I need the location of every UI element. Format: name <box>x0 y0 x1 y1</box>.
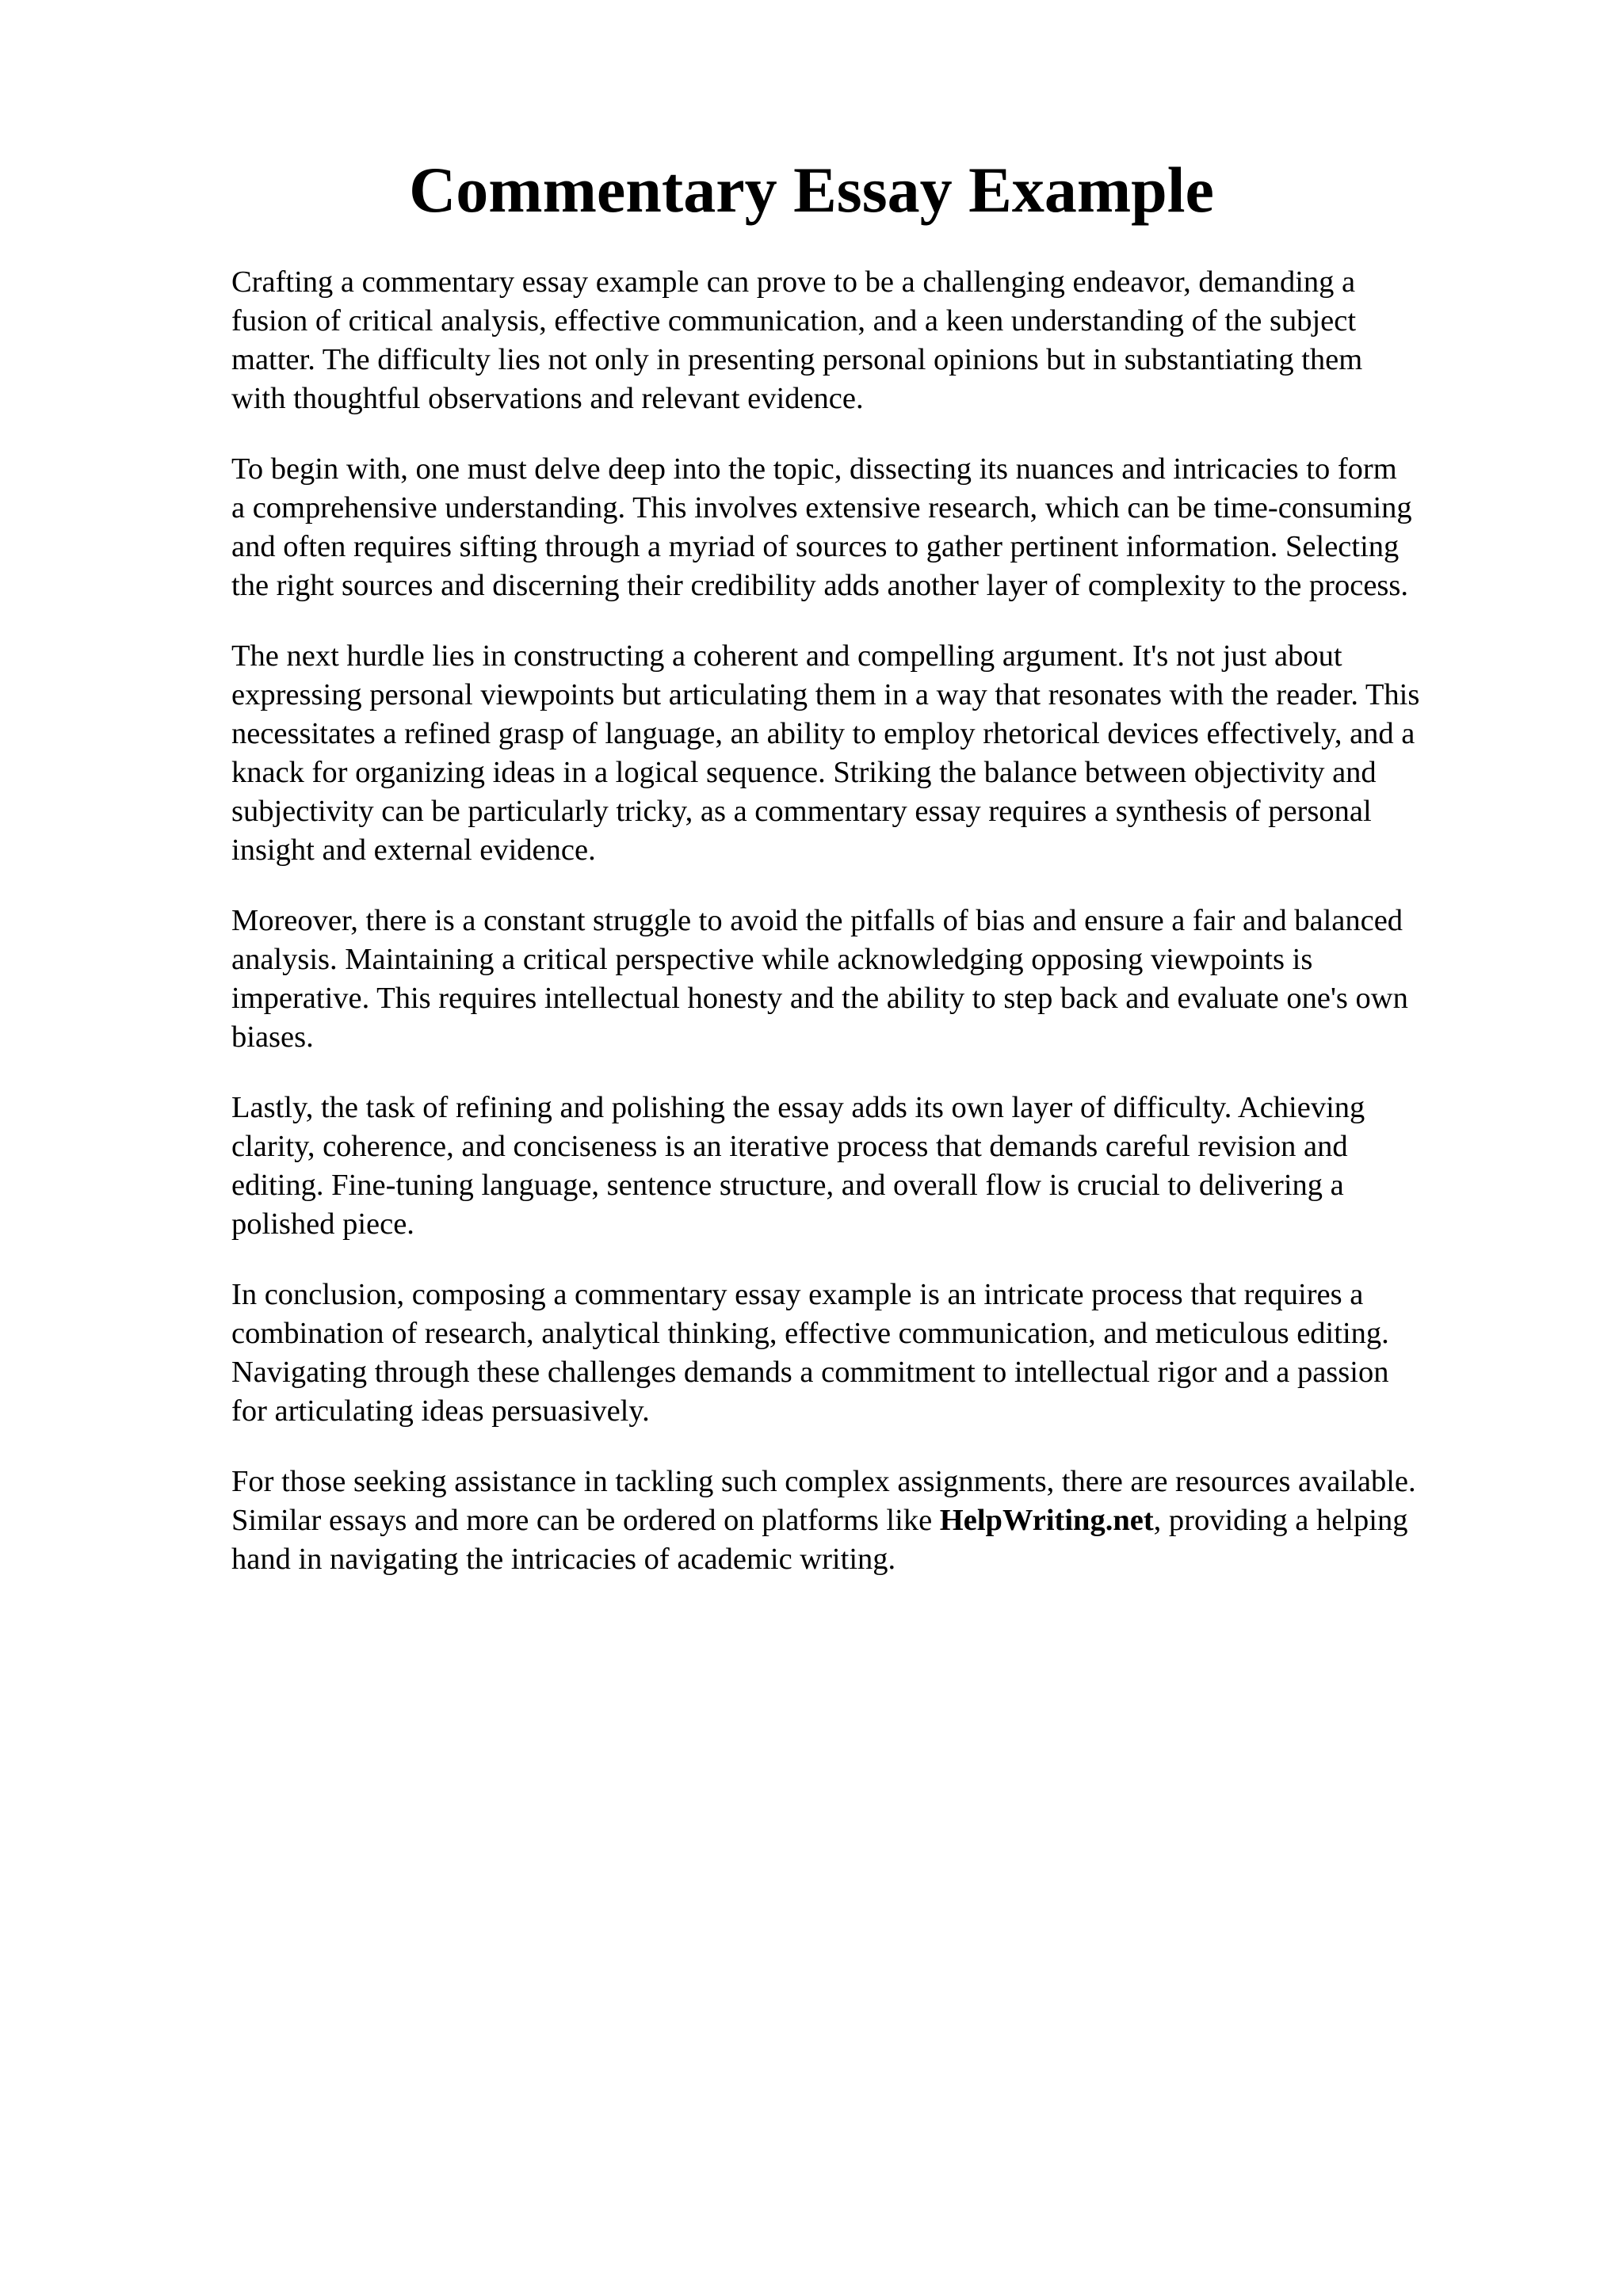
paragraph-line: Crafting a commentary essay example can prove to be a challenging endeavor, demanding a <box>231 265 1356 299</box>
link-trail-text: , providing a helping <box>1153 1504 1408 1537</box>
paragraph-line: and often requires sifting through a myriad of sources to gather pertinent information. Selecting <box>231 530 1400 563</box>
essay-body <box>231 263 1531 1611</box>
paragraph-line: The next hurdle lies in constructing a coherent and compelling argument. It's not just about <box>231 639 1342 673</box>
paragraph-line: imperative. This requires intellectual honesty and the ability to step back and evaluate one's own <box>231 982 1408 1015</box>
paragraph-line: insight and external evidence. <box>231 833 596 867</box>
paragraph-6 <box>231 1276 1531 1431</box>
paragraph-3 <box>231 637 1531 870</box>
paragraph-line: biases. <box>231 1020 314 1054</box>
paragraph-line: In conclusion, composing a commentary essay example is an intricate process that requires a <box>231 1278 1364 1311</box>
paragraph-line: Navigating through these challenges demands a commitment to intellectual rigor and a passion <box>231 1356 1389 1389</box>
paragraph-line: necessitates a refined grasp of language, an ability to employ rhetorical devices effectively, and a <box>231 717 1415 750</box>
paragraph-line-with-link <box>231 1501 1531 1540</box>
paragraph-line: for articulating ideas persuasively. <box>231 1394 650 1428</box>
paragraph-line: To begin with, one must delve deep into the topic, dissecting its nuances and intricacies to form <box>231 452 1397 486</box>
paragraph-line: with thoughtful observations and relevant evidence. <box>231 382 864 415</box>
paragraph-line: matter. The difficulty lies not only in presenting personal opinions but in substantiating them <box>231 343 1363 376</box>
paragraph-2 <box>231 450 1531 605</box>
paragraph-4 <box>231 902 1531 1057</box>
paragraph-line: Moreover, there is a constant struggle to avoid the pitfalls of bias and ensure a fair and balanced <box>231 904 1403 937</box>
paragraph-line: expressing personal viewpoints but articulating them in a way that resonates with the reader. This <box>231 678 1420 711</box>
helpwriting-link[interactable]: HelpWriting.net <box>939 1504 1154 1537</box>
paragraph-line: the right sources and discerning their credibility adds another layer of complexity to the process. <box>231 569 1409 602</box>
closing-paragraph <box>231 1463 1531 1579</box>
link-lead-text: Similar essays and more can be ordered on platforms like <box>231 1504 940 1537</box>
paragraph-line: analysis. Maintaining a critical perspective while acknowledging opposing viewpoints is <box>231 943 1313 976</box>
paragraph-5 <box>231 1089 1531 1244</box>
paragraph-line: editing. Fine-tuning language, sentence structure, and overall flow is crucial to delivering a <box>231 1169 1344 1202</box>
paragraph-line: Lastly, the task of refining and polishing the essay adds its own layer of difficulty. Achieving <box>231 1091 1365 1124</box>
paragraph-line: polished piece. <box>231 1207 414 1241</box>
page-title: Commentary Essay Example <box>409 154 1214 226</box>
paragraph-line: a comprehensive understanding. This involves extensive research, which can be time-consuming <box>231 491 1412 524</box>
paragraph-line: combination of research, analytical thinking, effective communication, and meticulous editing. <box>231 1317 1389 1350</box>
paragraph-line: hand in navigating the intricacies of academic writing. <box>231 1543 896 1576</box>
paragraph-line: knack for organizing ideas in a logical sequence. Striking the balance between objectivity and <box>231 756 1377 789</box>
paragraph-line: fusion of critical analysis, effective communication, and a keen understanding of the subject <box>231 304 1357 338</box>
paragraph-line: subjectivity can be particularly tricky, as a commentary essay requires a synthesis of personal <box>231 795 1372 828</box>
paragraph-line: For those seeking assistance in tackling such complex assignments, there are resources available. <box>231 1465 1416 1498</box>
paragraph-line: clarity, coherence, and conciseness is an iterative process that demands careful revision and <box>231 1130 1348 1163</box>
paragraph-1 <box>231 263 1531 418</box>
